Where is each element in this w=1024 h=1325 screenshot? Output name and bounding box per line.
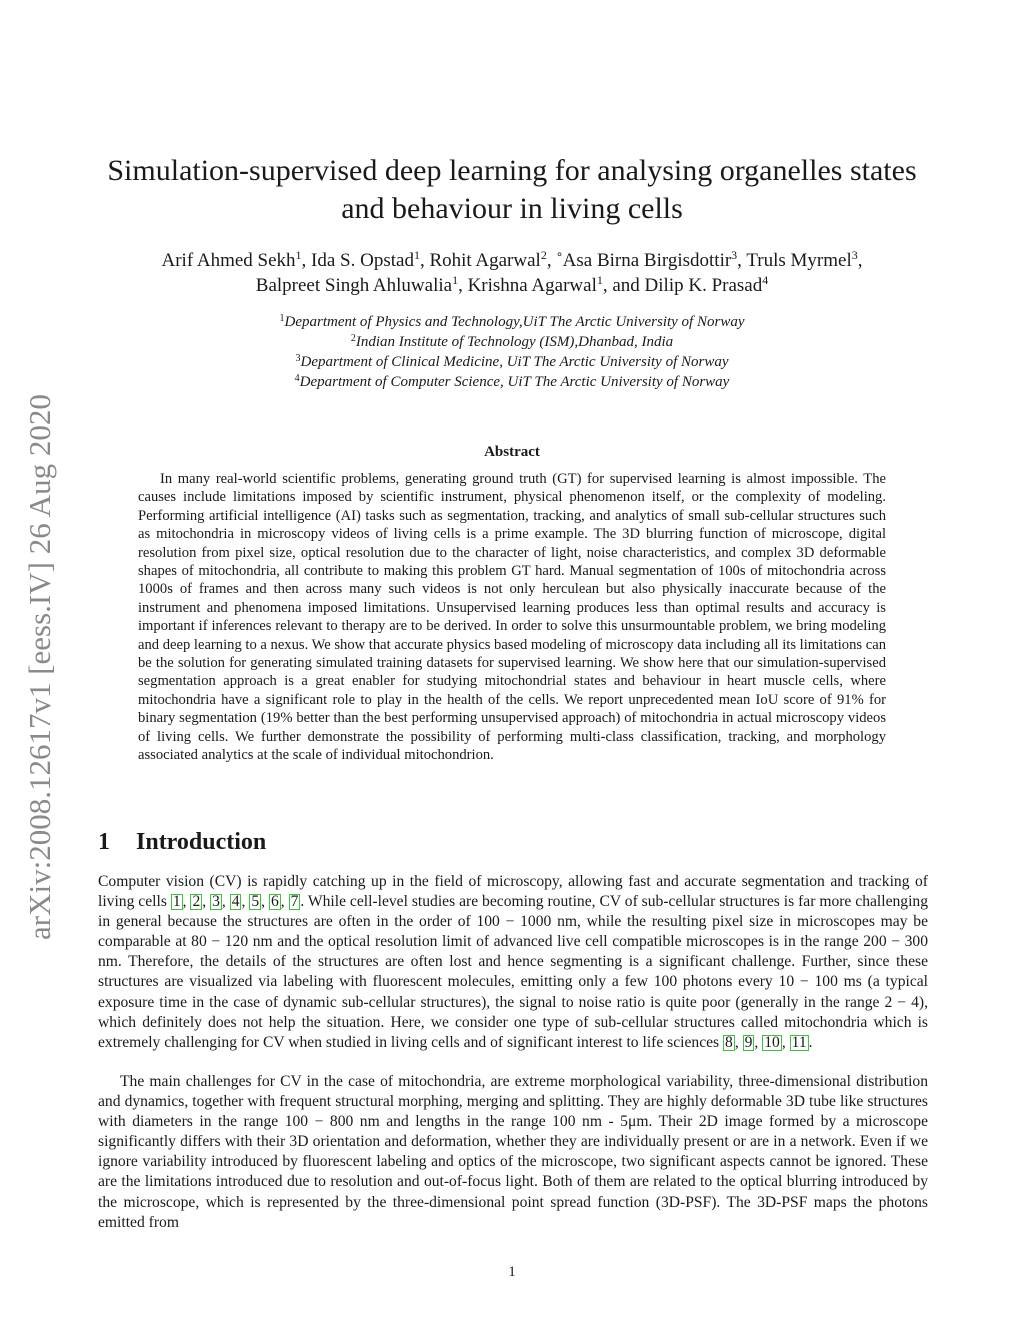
author: Balpreet Singh Ahluwalia$^1$, (255, 273, 463, 296)
author-list (60, 248, 964, 298)
citation-link[interactable]: 3 (212, 893, 220, 911)
page-number: 1 (508, 1264, 516, 1280)
section-title: Introduction (136, 829, 267, 855)
citation-link[interactable]: 1 (172, 893, 181, 911)
paper-title: Simulation-supervised deep learning for analysing organelles states and behaviour in living cells (107, 154, 917, 225)
abstract-text: In many real-world scientific problems, generating ground truth (GT) for supervised learning is almost impossible. The causes include limitations imposed by scientific instrument, physical phenomenon itself, or the complexity of modeling. Performing artificial intelligence (AI) tasks such as segmentation, tracking, and analytics of small sub-cellular structures such as mitochondria in microscopy videos of living cells is a prime example. The 3D blurring function of microscope, digital resolution from pixel size, optical resolution due to the character of light, noise characteristics, and complex 3D deformable shapes of mitochondria, all contribute to making this problem GT hard. Manual segmentation of 100s of mitochondria across 1000s of frames and then across many such videos is not only herculean but also physically inaccurate because of the instrument and phenomena imposed limitations. Unsupervised learning produces less than optimal results and accuracy is important if inferences relevant to therapy are to be derived. In order to solve this unsurmountable problem, we bring modeling and deep learning to a nexus. We show that accurate physics based modeling of microscopy data including all its limitations can be the solution for generating simulated training datasets for supervised learning. We show here that our simulation-supervised segmentation approach is a great enabler for studying mitochondrial states and behaviour in heart muscle cells, where mitochondria have a significant role to play in the health of the cells. We report unprecedented mean IoU score of 91% for binary segmentation (19% better than the best performing unsupervised approach) of mitochondria in actual microscopy videos of living cells. We further demonstrate the possibility of performing multi-class classification, tracking, and morphology associated analytics at the scale of individual mitochondrion. (138, 471, 886, 764)
arxiv-identifier-stamp: arXiv:2008.12617v1 [eess.IV] 26 Aug 2020 (22, 394, 57, 940)
citation-link[interactable]: 2 (192, 893, 201, 911)
abstract-heading: Abstract (484, 444, 540, 460)
author: Ida S. Opstad$^1$, (311, 248, 425, 271)
section-heading (98, 826, 266, 858)
intro-paragraph-1: Computer vision (CV) is rapidly catching up in the field of microscopy, allowing fast and accurate segmentation and tracking of living cells 1 , 2 , 3 , 4 , 5 , 6 , 7 . While cell-level studies are becoming routine, CV of sub-cellular structures is far more challenging in general because the structures are often in the order of 100 − 1000 nm, while the resulting pixel size in microscopes may be comparable at 80 − 120 nm and the optical resolution limit of advanced live cell compatible microscopes is in the range 200 − 300 nm. Therefore, the details of the structures are often lost and hence segmenting is a significant challenge. Further, since these structures are visualized via labeling with fluorescent molecules, emitting only a few 100 photons every 10 − 100 ms (a typical exposure time in the case of dynamic sub-cellular structures), the signal to noise ratio is quite poor (generally in the range 2 − 4), which definitely does not help the situation. Here, we consider one type of sub-cellular structures called mitochondria which is extremely challenging for CV when studied in living cells and of significant interest to life sciences 8 , 9 , 10 , 11 . (98, 873, 929, 1051)
author: and Dilip K. Prasad$^4$ (612, 273, 769, 296)
citation-link[interactable]: 7 (290, 893, 299, 911)
affiliation-list (60, 312, 964, 392)
author: Rohit Agarwal$^2$, (429, 248, 552, 271)
citation-link[interactable]: 6 (270, 893, 279, 911)
citation-link[interactable]: 4 (231, 893, 240, 911)
citation-link[interactable]: 5 (251, 893, 260, 911)
affiliation: $^2$Indian Institute of Technology (ISM),Dhanbad, India (350, 333, 674, 350)
citation-link[interactable]: 11 (791, 1033, 807, 1051)
author: Arif Ahmed Sekh$^1$, (161, 248, 307, 271)
affiliation: $^4$Department of Computer Science, UiT The Arctic University of Norway (294, 373, 730, 390)
affiliation: $^1$Department of Physics and Technology,UiT The Arctic University of Norway (279, 313, 745, 330)
citation-link[interactable]: 9 (744, 1033, 753, 1051)
intro-paragraph-2: The main challenges for CV in the case of mitochondria, are extreme morphological variability, three-dimensional distribution and dynamics, together with frequent structural morphing, merging and splitting. They are highly deformable 3D tube like structures with diameters in the range 100 − 800 nm and lengths in the range 100 nm - 5μm. Their 2D image formed by a microscope significantly differs with their 3D orientation and deformation, whether they are individually present or are in a network. Even if we ignore variability introduced by fluorescent labeling and optics of the microscope, two significant aspects cannot be ignored. These are the limitations introduced due to resolution and out-of-focus light. Both of them are related to the optical blurring introduced by the microscope, which is represented by the three-dimensional point spread function (3D-PSF). The 3D-PSF maps the photons emitted from (98, 1073, 928, 1231)
author: Truls Myrmel$^3$, (746, 248, 863, 271)
author: Krishna Agarwal$^1$, (467, 273, 608, 296)
author: ˚Asa Birna Birgisdottir$^3$, (556, 248, 742, 271)
citation-link[interactable]: 10 (764, 1033, 780, 1051)
section-number: 1 (98, 829, 110, 855)
affiliation: $^3$Department of Clinical Medicine, UiT The Arctic University of Norway (295, 353, 729, 370)
citation-link[interactable]: 8 (725, 1033, 733, 1051)
